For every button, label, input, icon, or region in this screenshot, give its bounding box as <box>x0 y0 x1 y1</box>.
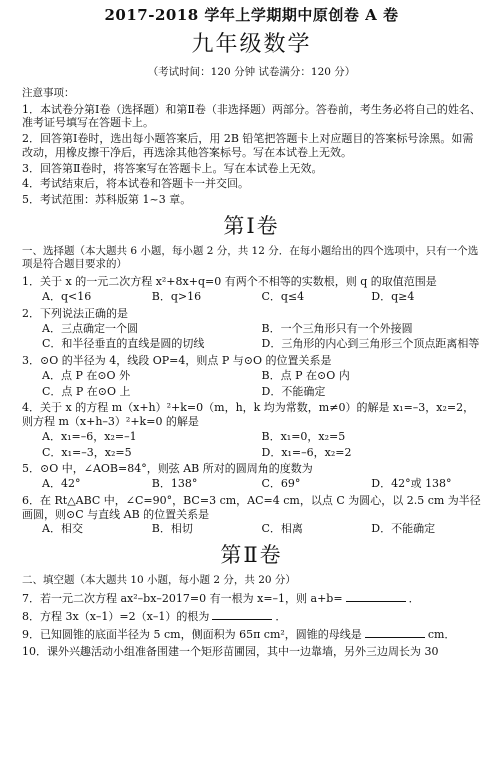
question-stem: 2．下列说法正确的是 <box>22 306 128 320</box>
option-d: D．不能确定 <box>261 384 326 398</box>
question-stem: 4．关于 x 的方程 m（x+h）²+k=0（m，h，k 均为常数，m≠0）的解是 x₁=–3，x₂=2，则方程 m（x+h–3）²+k=0 的解是 <box>22 401 475 428</box>
question-stem: 8．方程 3x（x–1）=2（x–1）的根为 <box>22 610 210 624</box>
part1-title: 第Ⅰ卷 <box>223 213 280 238</box>
note-item: 4．考试结束后，将本试卷和答题卡一并交回。 <box>22 177 249 191</box>
option-c: C．x₁=–3，x₂=5 <box>42 445 132 459</box>
question-8 <box>22 609 481 624</box>
option-b: B．q>16 <box>151 290 202 303</box>
option-d: D．三角形的内心到三角形三个顶点距离相等 <box>261 337 480 351</box>
option-b: B．点 P 在⊙O 内 <box>261 368 350 382</box>
question-stem: 3．⊙O 的半径为 4，线段 OP=4，则点 P 与⊙O 的位置关系是 <box>22 354 332 367</box>
question-stem: 10．课外兴趣活动小组准备围建一个矩形苗圃园，其中一边靠墙，另外三边周长为 30 <box>22 644 439 658</box>
note-item: 5．考试范围：苏科版第 1~3 章。 <box>22 193 192 206</box>
question-stem-end: cm． <box>427 627 456 641</box>
exam-meta: （考试时间：120 分钟 试卷满分：120 分） <box>147 66 356 79</box>
option-c: C．相离 <box>261 522 303 536</box>
option-d: D．q≥4 <box>371 290 415 303</box>
question-10 <box>22 645 481 659</box>
option-c: C．69° <box>261 477 301 490</box>
answer-blank[interactable] <box>365 627 425 638</box>
option-b: B．138° <box>151 477 198 490</box>
part2-section-heading: 二、填空题（本大题共 10 小题，每小题 2 分，共 20 分） <box>22 574 296 587</box>
answer-blank[interactable] <box>212 609 272 620</box>
question-4 <box>22 401 481 459</box>
option-b: B．一个三角形只有一个外接圆 <box>261 321 413 335</box>
option-d: D．不能确定 <box>371 522 436 536</box>
part2-title: 第Ⅱ卷 <box>220 543 283 567</box>
question-stem: 7．若一元二次方程 ax²–bx–2017=0 有一根为 x=–1，则 a+b= <box>22 592 343 606</box>
question-stem-end: ． <box>408 592 420 606</box>
question-2 <box>22 307 481 351</box>
option-c: C．q≤4 <box>261 290 305 303</box>
question-9 <box>22 627 481 642</box>
option-a: A．q<16 <box>42 290 92 303</box>
option-a: A．点 P 在⊙O 外 <box>42 368 131 382</box>
option-d: D．x₁=–6，x₂=2 <box>261 445 352 459</box>
question-7 <box>22 591 481 606</box>
subject-title: 九年级数学 <box>191 31 312 57</box>
option-b: B．相切 <box>151 522 193 536</box>
question-stem: 6．在 Rt△ABC 中，∠C=90°，BC=3 cm，AC=4 cm，以点 C 为圆心，以 2.5 cm 为半径画圆，则⊙C 与直线 AB 的位置关系是 <box>22 493 481 521</box>
notes-heading: 注意事项： <box>22 87 75 100</box>
answer-blank[interactable] <box>346 591 406 602</box>
question-1 <box>22 275 481 304</box>
option-b: B．x₁=0，x₂=5 <box>261 429 346 443</box>
option-d: D．42°或 138° <box>371 477 452 490</box>
question-stem: 1．关于 x 的一元二次方程 x²+8x+q=0 有两个不相等的实数根，则 q 的取值范围是 <box>22 275 437 289</box>
part1-section-heading: 一、选择题（本大题共 6 小题，每小题 2 分，共 12 分．在每小题给出的四个选项中，只有一个选项是符合题目要求的） <box>22 245 479 271</box>
option-a: A．三点确定一个圆 <box>42 321 138 335</box>
question-6 <box>22 494 481 536</box>
option-a: A．42° <box>42 477 81 490</box>
note-item: 2．回答第Ⅰ卷时，选出每小题答案后，用 2B 铅笔把答题卡上对应题目的答案标号涂黑。如需改动，用橡皮擦干净后，再选涂其他答案标号。写在本试卷上无效。 <box>22 132 474 159</box>
question-stem: 5．⊙O 中，∠AOB=84°，则弦 AB 所对的圆周角的度数为 <box>22 462 313 476</box>
option-c: C．和半径垂直的直线是圆的切线 <box>42 337 205 351</box>
option-a: A．x₁=–6，x₂=–1 <box>42 429 137 443</box>
exam-title: 2017-2018 学年上学期期中原创卷 A 卷 <box>104 6 399 24</box>
question-stem: 9．已知圆锥的底面半径为 5 cm，侧面积为 65π cm²，圆锥的母线是 <box>22 627 362 641</box>
option-c: C．点 P 在⊙O 上 <box>42 384 131 398</box>
note-item: 1．本试卷分第Ⅰ卷（选择题）和第Ⅱ卷（非选择题）两部分。答卷前，考生务必将自己的姓名、准考证号填写在答题卡上。 <box>22 102 481 130</box>
note-item: 3．回答第Ⅱ卷时，将答案写在答题卡上。写在本试卷上无效。 <box>22 161 323 175</box>
option-a: A．相交 <box>42 522 83 536</box>
question-5 <box>22 462 481 491</box>
question-stem-end: ． <box>275 610 287 624</box>
question-3 <box>22 354 481 398</box>
